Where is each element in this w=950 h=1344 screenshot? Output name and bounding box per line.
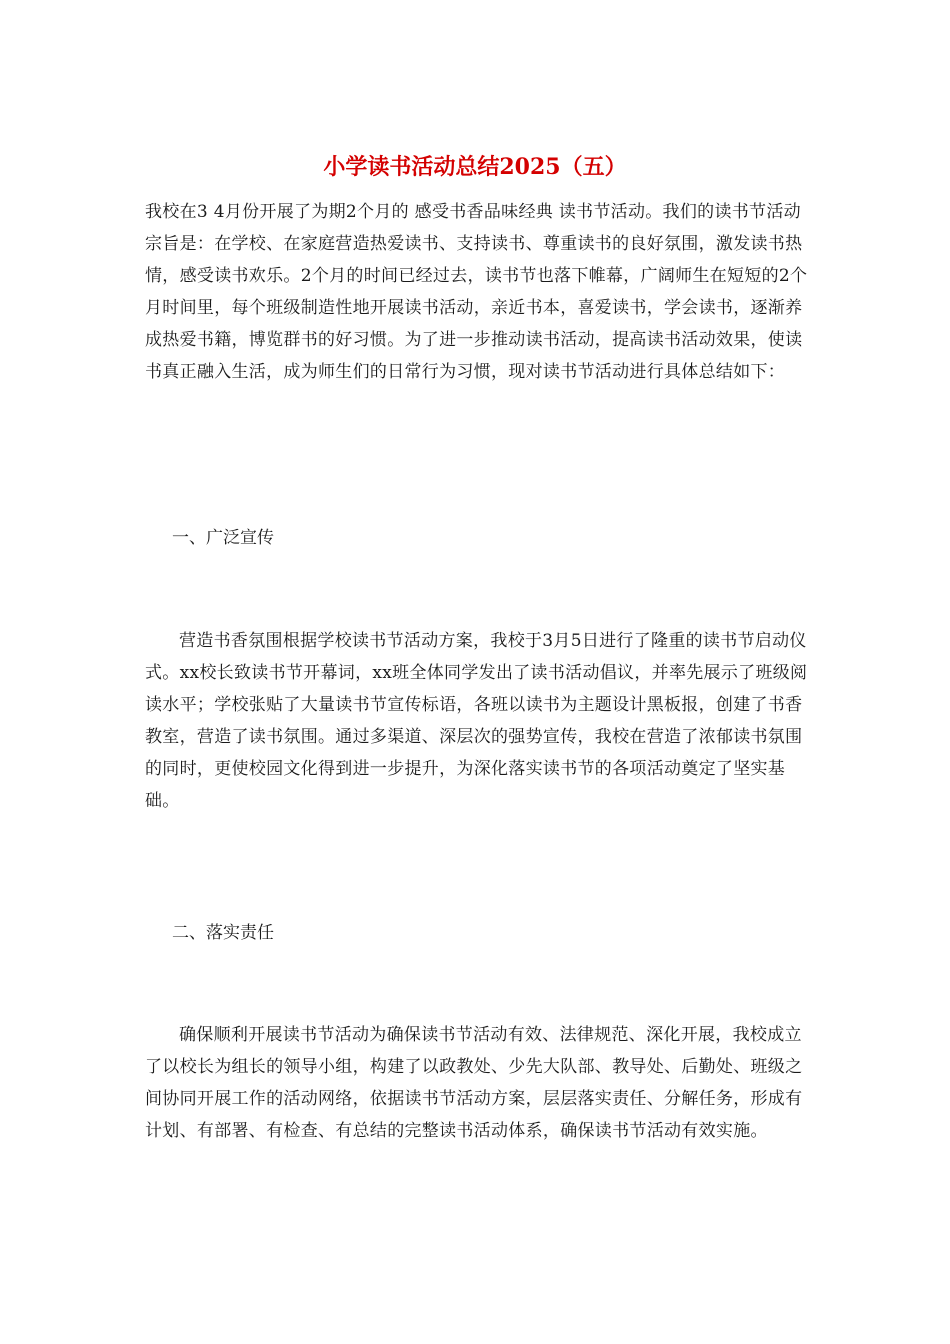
section-2-body: 确保顺利开展读书节活动为确保读书节活动有效、法律规范、深化开展，我校成立了以校长为组长的领导小组，构建了以政教处、少先大队部、教导处、后勤处、班级之间协同开展工作的活动网络，依据读书节活动方案，层层落实责任、分解任务，形成有计划、有部署、有检查、有总结的完整读书活动体系，确保读书节活动有效实施。 xyxy=(145,1025,803,1141)
document-title: 小学读书活动总结2025（五） xyxy=(323,154,627,180)
intro-paragraph: 我校在3 4月份开展了为期2个月的 感受书香品味经典 读书节活动。我们的读书节活动宗旨是：在学校、在家庭营造热爱读书、支持读书、尊重读书的良好氛围，激发读书热情，感受读书欢乐。2个月的时间已经过去，读书节也落下帷幕，广阔师生在短短的2个月时间里，每个班级制造性地开展读书活动，亲近书本，喜爱读书，学会读书，逐渐养成热爱书籍，博览群书的好习惯。为了进一步推动读书活动，提高读书活动效果，使读书真正融入生活，成为师生们的日常行为习惯，现对读书节活动进行具体总结如下： xyxy=(145,202,808,382)
section-1-heading: 一、广泛宣传 xyxy=(172,528,274,548)
section-1-body: 营造书香氛围根据学校读书节活动方案，我校于3月5日进行了隆重的读书节启动仪式。xx校长致读书节开幕词，xx班全体同学发出了读书活动倡议，并率先展示了班级阅读水平；学校张贴了大量读书节宣传标语，各班以读书为主题设计黑板报，创建了书香教室，营造了读书氛围。通过多渠道、深层次的强势宣传，我校在营造了浓郁读书氛围的同时，更使校园文化得到进一步提升，为深化落实读书节的各项活动奠定了坚实基础。 xyxy=(145,631,808,811)
section-2-heading: 二、落实责任 xyxy=(172,923,274,943)
